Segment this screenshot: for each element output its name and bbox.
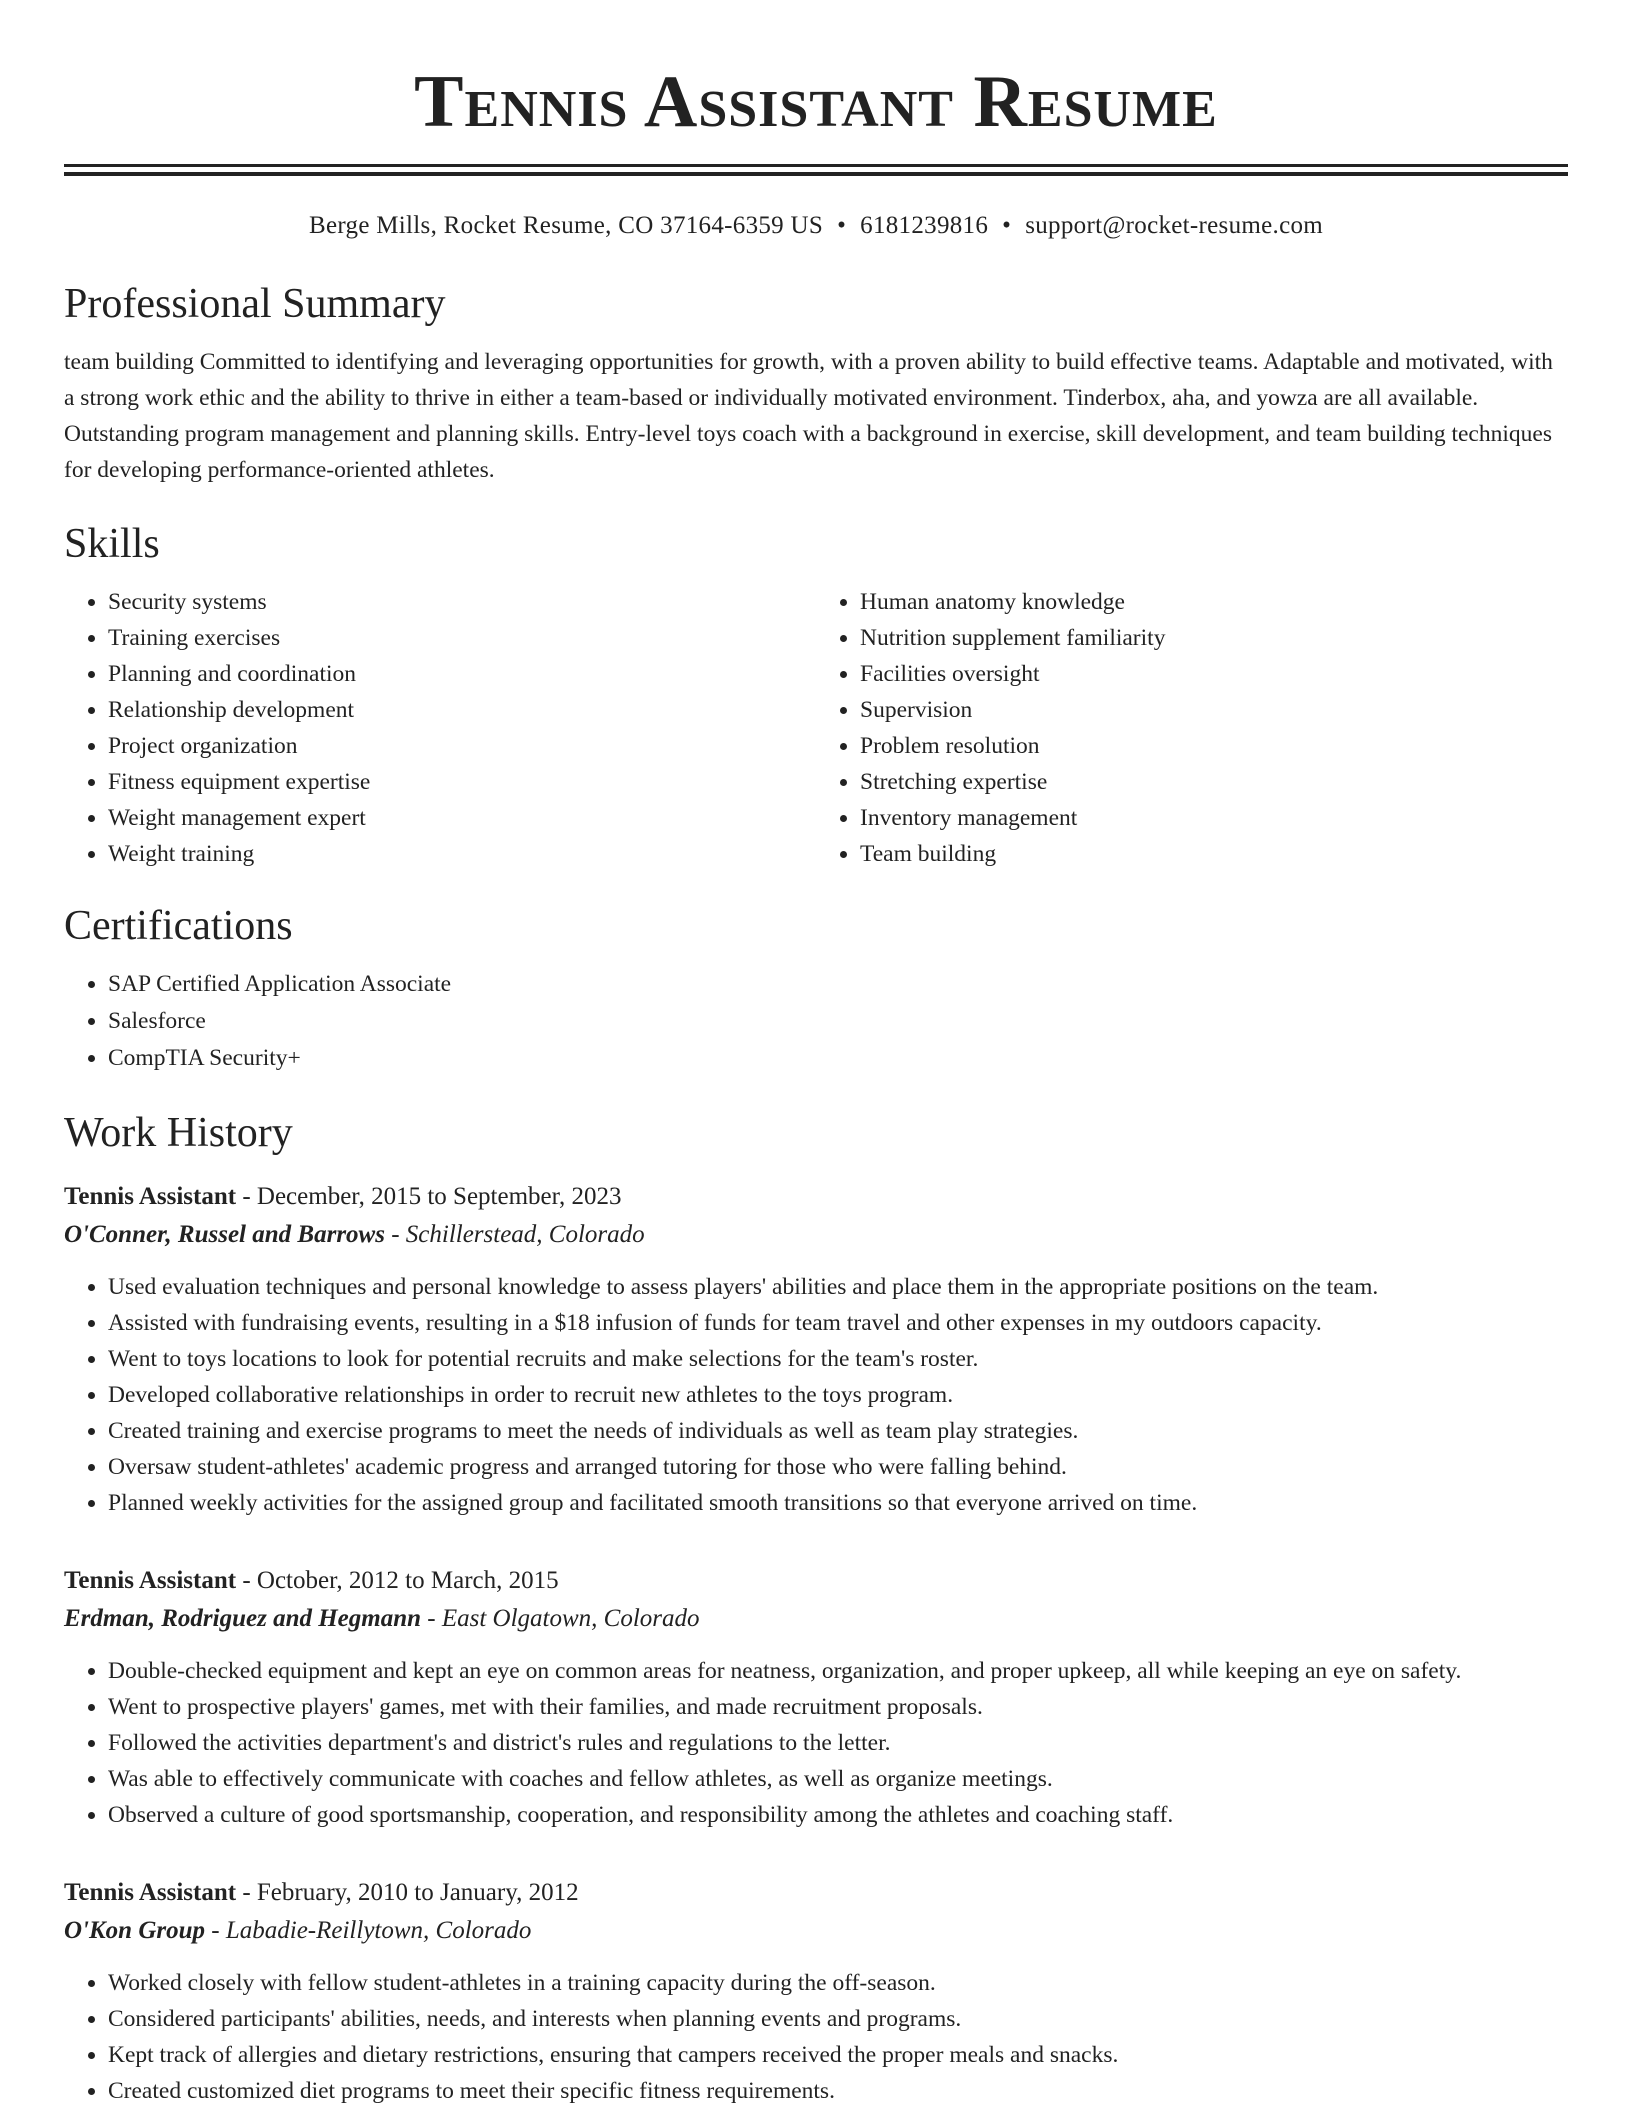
certifications-heading: Certifications — [64, 903, 293, 949]
skill-item: • Facilities oversight — [860, 656, 1568, 692]
job-bullet: • Planned weekly activities for the assigned group and facilitated smooth transitions so that everyone arrived on time. — [108, 1485, 1568, 1521]
job-title: Tennis Assistant — [64, 1567, 237, 1594]
job-bullets — [64, 1965, 1568, 2109]
summary-heading: Professional Summary — [64, 281, 446, 327]
job-bullet: • Followed the activities department's and district's rules and regulations to the letter. — [108, 1725, 1568, 1761]
job-bullet: • Went to toys locations to look for potential recruits and make selections for the team's roster. — [108, 1341, 1568, 1377]
job-bullet: • Kept track of allergies and dietary restrictions, ensuring that campers received the proper meals and snacks. — [108, 2037, 1568, 2073]
job-bullet: • Went to prospective players' games, met with their families, and made recruitment proposals. — [108, 1689, 1568, 1725]
skill-item: • Security systems — [108, 584, 816, 620]
certification-item: • SAP Certified Application Associate — [108, 966, 1568, 1003]
company-line: O'Kon Group - Labadie-Reillytown, Colorado — [64, 1917, 532, 1944]
job-title: Tennis Assistant — [64, 1879, 237, 1906]
job-dates: October, 2012 to March, 2015 — [256, 1567, 559, 1594]
job-bullet: • Used evaluation techniques and personal knowledge to assess players' abilities and place them in the appropriate positions on the team. — [108, 1269, 1568, 1305]
skill-item: • Human anatomy knowledge — [860, 584, 1568, 620]
job-bullet: • Observed a culture of good sportsmanship, cooperation, and responsibility among the athletes and coaching staff. — [108, 1797, 1568, 1833]
job-bullet: • Oversaw student-athletes' academic progress and arranged tutoring for those who were falling behind. — [108, 1449, 1568, 1485]
job-bullet: • Created customized diet programs to meet their specific fitness requirements. — [108, 2073, 1568, 2109]
skill-item: • Stretching expertise — [860, 764, 1568, 800]
job-bullet: • Considered participants' abilities, needs, and interests when planning events and programs. — [108, 2001, 1568, 2037]
company-name: O'Kon Group — [64, 1917, 206, 1944]
skill-item: • Supervision — [860, 692, 1568, 728]
job-entry — [64, 1179, 1568, 1521]
certifications-list — [64, 966, 1568, 1077]
certification-item: • Salesforce — [108, 1003, 1568, 1040]
contact-phone: 6181239816 — [860, 212, 989, 239]
job-dates: February, 2010 to January, 2012 — [256, 1879, 579, 1906]
company-location: Schillerstead, Colorado — [405, 1221, 645, 1248]
job-bullets — [64, 1269, 1568, 1521]
title-divider-bottom — [64, 172, 1568, 176]
company-location: Labadie-Reillytown, Colorado — [225, 1917, 532, 1944]
job-bullet: • Worked closely with fellow student-athletes in a training capacity during the off-season. — [108, 1965, 1568, 2001]
company-name: O'Conner, Russel and Barrows — [64, 1221, 385, 1248]
company-location: East Olgatown, Colorado — [441, 1605, 700, 1632]
skill-item: • Team building — [860, 836, 1568, 872]
job-dates: December, 2015 to September, 2023 — [256, 1183, 622, 1210]
job-bullet: • Was able to effectively communicate with coaches and fellow athletes, as well as organize meetings. — [108, 1761, 1568, 1797]
skill-item: • Training exercises — [108, 620, 816, 656]
skills-left-column — [64, 584, 816, 872]
skill-item: • Weight training — [108, 836, 816, 872]
skill-item: • Relationship development — [108, 692, 816, 728]
job-bullet: • Double-checked equipment and kept an eye on common areas for neatness, organization, and proper upkeep, all while keeping an eye on safety. — [108, 1653, 1568, 1689]
job-bullet: • Created training and exercise programs to meet the needs of individuals as well as team play strategies. — [108, 1413, 1568, 1449]
skill-item: • Fitness equipment expertise — [108, 764, 816, 800]
skills-right-column — [816, 584, 1568, 872]
job-title-line: Tennis Assistant - December, 2015 to September, 2023 — [64, 1183, 622, 1210]
contact-address: Berge Mills, Rocket Resume, CO 37164-6359 US — [308, 212, 824, 239]
contact-separator: • — [837, 212, 847, 239]
skill-item: • Inventory management — [860, 800, 1568, 836]
skills-heading: Skills — [64, 521, 160, 567]
skill-item: • Nutrition supplement familiarity — [860, 620, 1568, 656]
skill-item: • Weight management expert — [108, 800, 816, 836]
skills-grid — [64, 584, 1568, 872]
job-bullet: • Developed collaborative relationships in order to recruit new athletes to the toys program. — [108, 1377, 1568, 1413]
company-name: Erdman, Rodriguez and Hegmann — [64, 1605, 422, 1632]
summary-text: team building Committed to identifying and leveraging opportunities for growth, with a proven ability to build effective teams. Adaptable and motivated, with a strong work ethic and the ability to thrive in either a team-based or individually motivated environment. Tinderbox, aha, and yowza are all available. Outstanding program management and planning skills. Entry-level toys coach with a background in exercise, skill development, and team building techniques for developing performance-oriented athletes. — [64, 349, 1553, 483]
contact-email: support@rocket-resume.com — [1025, 212, 1324, 239]
work-history-heading: Work History — [64, 1110, 293, 1156]
company-line: O'Conner, Russel and Barrows - Schillerstead, Colorado — [64, 1221, 645, 1248]
certification-item: • CompTIA Security+ — [108, 1040, 1568, 1077]
job-bullets — [64, 1653, 1568, 1833]
skill-item: • Planning and coordination — [108, 656, 816, 692]
contact-line — [64, 210, 1568, 242]
job-entry — [64, 1563, 1568, 1833]
job-title: Tennis Assistant — [64, 1183, 237, 1210]
resume-title: Tennis Assistant Resume — [414, 61, 1218, 143]
skill-item: • Problem resolution — [860, 728, 1568, 764]
job-entry — [64, 1875, 1568, 2109]
job-title-line: Tennis Assistant - October, 2012 to March, 2015 — [64, 1567, 559, 1594]
resume-page — [64, 0, 1568, 2109]
skill-item: • Project organization — [108, 728, 816, 764]
job-bullet: • Assisted with fundraising events, resulting in a $18 infusion of funds for team travel and other expenses in my outdoors capacity. — [108, 1305, 1568, 1341]
company-line: Erdman, Rodriguez and Hegmann - East Olgatown, Colorado — [64, 1605, 700, 1632]
job-title-line: Tennis Assistant - February, 2010 to January, 2012 — [64, 1879, 579, 1906]
contact-separator: • — [1002, 212, 1012, 239]
